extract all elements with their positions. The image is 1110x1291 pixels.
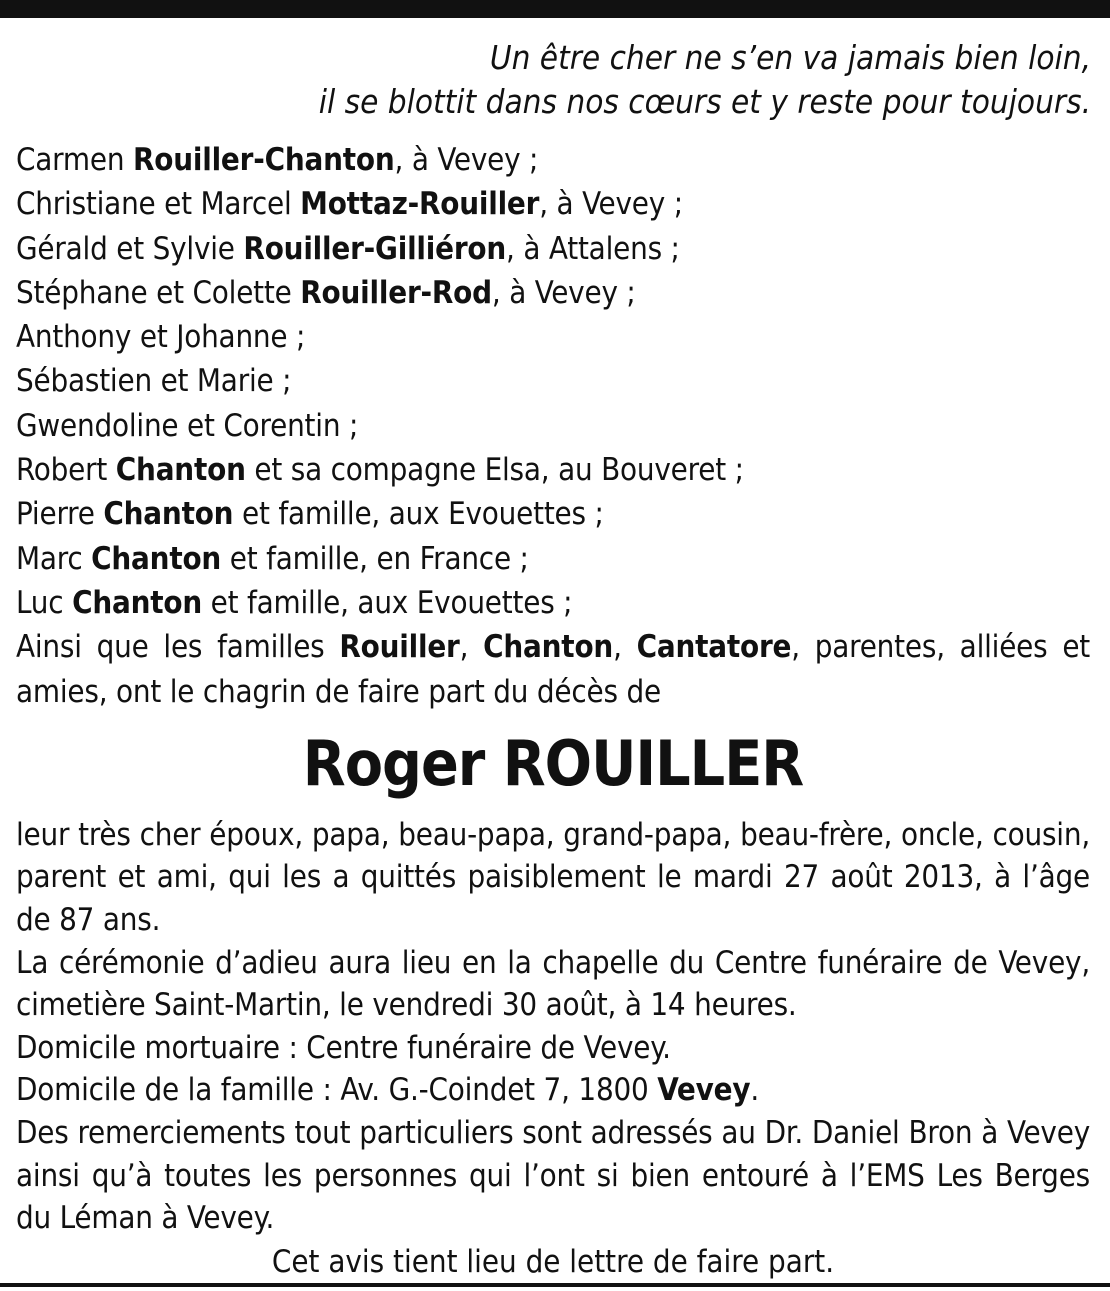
- epigraph-line-2: il se blottit dans nos cœurs et y reste pour toujours.: [318, 82, 1091, 121]
- family-line: Gérald et Sylvie Rouiller-Gilliéron, à Attalens ;: [16, 230, 680, 267]
- family-line: Gwendoline et Corentin ;: [16, 407, 359, 444]
- family-line: Carmen Rouiller-Chanton, à Vevey ;: [16, 142, 539, 178]
- mortuary-paragraph: Domicile mortuaire : Centre funéraire de Vevey.: [16, 1029, 671, 1066]
- family-line: Marc Chanton et famille, en France ;: [16, 540, 529, 577]
- bottom-border: [0, 1283, 1110, 1287]
- family-line: Stéphane et Colette Rouiller-Rod, à Vevey ;: [16, 274, 636, 311]
- top-border: [0, 0, 1110, 18]
- thanks-paragraph: Des remerciements tout particuliers sont adressés au Dr. Daniel Bron à Vevey ainsi qu’à toutes les personnes qui l’ont si bien entouré à l’EMS Les Berges du Léman à Vevey.: [16, 1115, 1090, 1237]
- family-line: Anthony et Johanne ;: [16, 319, 306, 356]
- notice-body: [16, 814, 1090, 1240]
- family-line: Robert Chanton et sa compagne Elsa, au Bouveret ;: [16, 452, 744, 489]
- epigraph: [16, 36, 1091, 124]
- ceremony-paragraph: La cérémonie d’adieu aura lieu en la chapelle du Centre funéraire de Vevey, cimetière Saint-Martin, le vendredi 30 août, à 14 heures.: [16, 944, 1090, 1024]
- family-line: Christiane et Marcel Mottaz-Rouiller, à Vevey ;: [16, 186, 683, 223]
- family-address-paragraph: Domicile de la famille : Av. G.-Coindet 7, 1800 Vevey.: [16, 1072, 759, 1109]
- families-final-line-1: Ainsi que les familles Rouiller, Chanton, Cantatore, parentes, alliées et: [16, 629, 1091, 666]
- epigraph-line-1: Un être cher ne s’en va jamais bien loin,: [489, 38, 1091, 77]
- families-final-line-2: amies, ont le chagrin de faire part du décès de: [16, 673, 661, 710]
- family-list: [16, 138, 1090, 714]
- family-line: Sébastien et Marie ;: [16, 363, 292, 400]
- families-final: [16, 625, 1090, 714]
- family-line: Luc Chanton et famille, aux Evouettes ;: [16, 584, 573, 621]
- tribute-paragraph: leur très cher époux, papa, beau-papa, grand-papa, beau-frère, oncle, cousin, parent et ami, qui les a quittés paisiblement le mardi 27 août 2013, à l’âge de 87 ans.: [16, 816, 1090, 939]
- family-line: Pierre Chanton et famille, aux Evouettes ;: [16, 496, 604, 533]
- obituary-notice: [16, 36, 1090, 1284]
- deceased-name: Roger ROUILLER: [302, 726, 804, 800]
- closing-line: Cet avis tient lieu de lettre de faire part.: [271, 1243, 835, 1280]
